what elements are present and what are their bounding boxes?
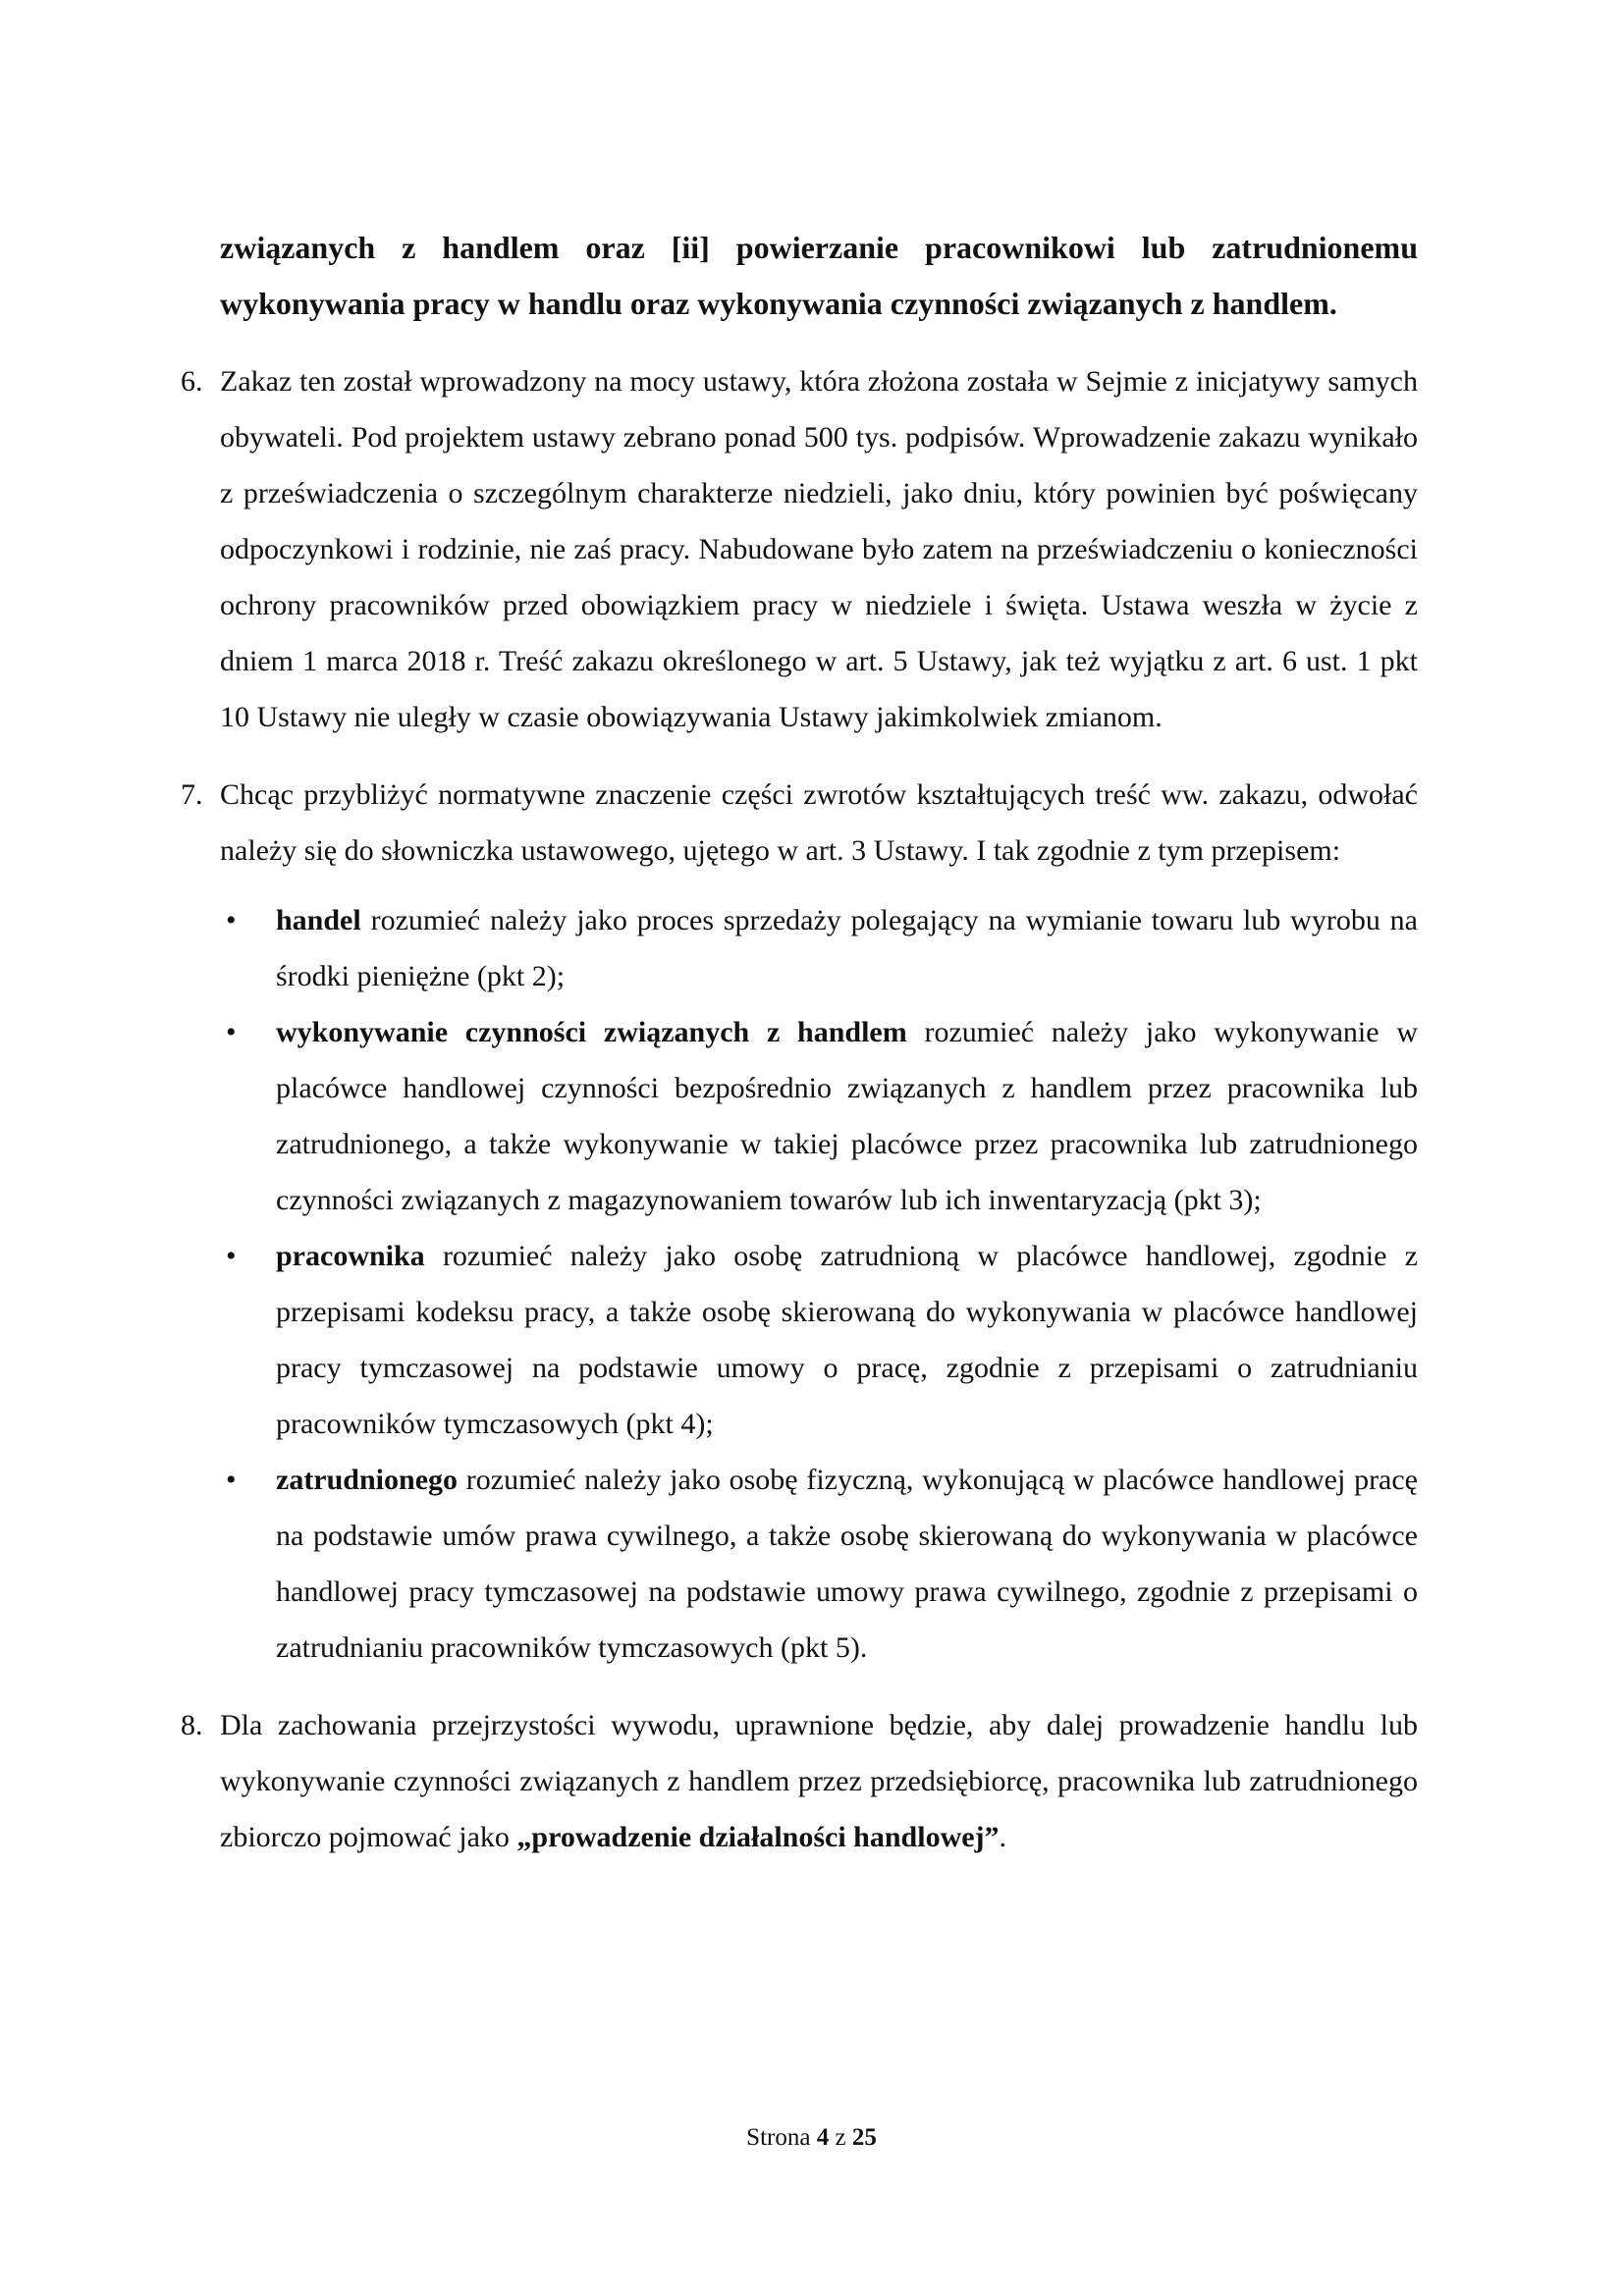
bullet-marker: •	[226, 904, 237, 936]
definition-item-zatrudniony	[220, 1452, 1418, 1676]
paragraph-6	[181, 353, 1418, 745]
definition-text	[276, 1452, 1418, 1676]
paragraph-7	[181, 767, 1419, 1676]
paragraph-body: Dla zachowania przejrzystości wywodu, uprawnione będzie, aby dalej prowadzenie handlu lub wykonywanie czynności związanych z handlem przez przedsiębiorcę, pracownika lub zatrudnionego zbiorczo pojmować jako	[220, 1709, 1418, 1853]
bullet-marker: •	[226, 1464, 237, 1496]
paragraph-number: 6.	[181, 365, 203, 398]
continuation-paragraph: związanych z handlem oraz [ii] powierzanie pracownikowi lub zatrudnionemu wykonywania pracy w handlu oraz wykonywania czynności związanych z handlem.	[220, 230, 1418, 321]
defined-term: handel	[276, 904, 361, 936]
bullet-marker: •	[226, 1240, 237, 1272]
emphasized-term: „prowadzenie działalności handlowej”	[516, 1821, 1000, 1853]
definition-text	[276, 1004, 1418, 1228]
bullet-marker: •	[226, 1016, 237, 1048]
definition-list	[220, 892, 1418, 1676]
paragraph-number: 7.	[181, 778, 203, 811]
page-content	[181, 220, 1419, 1887]
paragraph-number: 8.	[181, 1709, 203, 1741]
definition-text	[276, 892, 1418, 1004]
definition-body: rozumieć należy jako osobę fizyczną, wykonującą w placówce handlowej pracę na podstawie umów prawa cywilnego, a także osobę skierowaną do wykonywania w placówce handlowej pracy tymczasowej na podstawie umowy prawa cywilnego, zgodnie z przepisami o zatrudnianiu pracowników tymczasowych (pkt 5).	[276, 1464, 1418, 1664]
definition-item-wykonywanie	[220, 1004, 1418, 1228]
paragraph-tail: .	[999, 1821, 1007, 1853]
definition-item-handel	[220, 892, 1418, 1004]
defined-term: zatrudnionego	[276, 1464, 459, 1496]
paragraph-text: Zakaz ten został wprowadzony na mocy ustawy, która złożona została w Sejmie z inicjatywy samych obywateli. Pod projektem ustawy zebrano ponad 500 tys. podpisów. Wprowadzenie zakazu wynikało z przeświadczenia o szczególnym charakterze niedzieli, jako dniu, który powinien być poświęcany odpoczynkowi i rodzinie, nie zaś pracy. Nabudowane było zatem na przeświadczeniu o konieczności ochrony pracowników przed obowiązkiem pracy w niedziele i święta. Ustawa weszła w życie z dniem 1 marca 2018 r. Treść zakazu określonego w art. 5 Ustawy, jak też wyjątku z art. 6 ust. 1 pkt 10 Ustawy nie uległy w czasie obowiązywania Ustawy jakimkolwiek zmianom.	[220, 365, 1418, 733]
page-separator: z	[829, 2124, 852, 2151]
defined-term: wykonywanie czynności związanych z handlem	[276, 1016, 907, 1048]
paragraph-text	[220, 1697, 1418, 1865]
current-page-number: 4	[816, 2124, 830, 2151]
page-footer	[0, 2122, 1623, 2154]
paragraph-8	[181, 1697, 1418, 1865]
definition-body: rozumieć należy jako proces sprzedaży polegający na wymianie towaru lub wyrobu na środki pieniężne (pkt 2);	[276, 904, 1418, 992]
definition-text	[276, 1228, 1418, 1452]
definition-item-pracownik	[220, 1228, 1418, 1452]
definition-body: rozumieć należy jako osobę zatrudnioną w placówce handlowej, zgodnie z przepisami kodeksu pracy, a także osobę skierowaną do wykonywania w placówce handlowej pracy tymczasowej na podstawie umowy o pracę, zgodnie z przepisami o zatrudnianiu pracowników tymczasowych (pkt 4);	[276, 1240, 1418, 1440]
definition-body: rozumieć należy jako wykonywanie w placówce handlowej czynności bezpośrednio związanych z handlem przez pracownika lub zatrudnionego, a także wykonywanie w takiej placówce przez pracownika lub zatrudnionego czynności związanych z magazynowaniem towarów lub ich inwentaryzacją (pkt 3);	[276, 1016, 1419, 1216]
total-pages-number: 25	[851, 2124, 877, 2151]
defined-term: pracownika	[276, 1240, 425, 1272]
page-label: Strona	[746, 2124, 817, 2151]
paragraph-text: Chcąc przybliżyć normatywne znaczenie części zwrotów kształtujących treść ww. zakazu, odwołać należy się do słowniczka ustawowego, ujętego w art. 3 Ustawy. I tak zgodnie z tym przepisem:	[220, 778, 1418, 867]
